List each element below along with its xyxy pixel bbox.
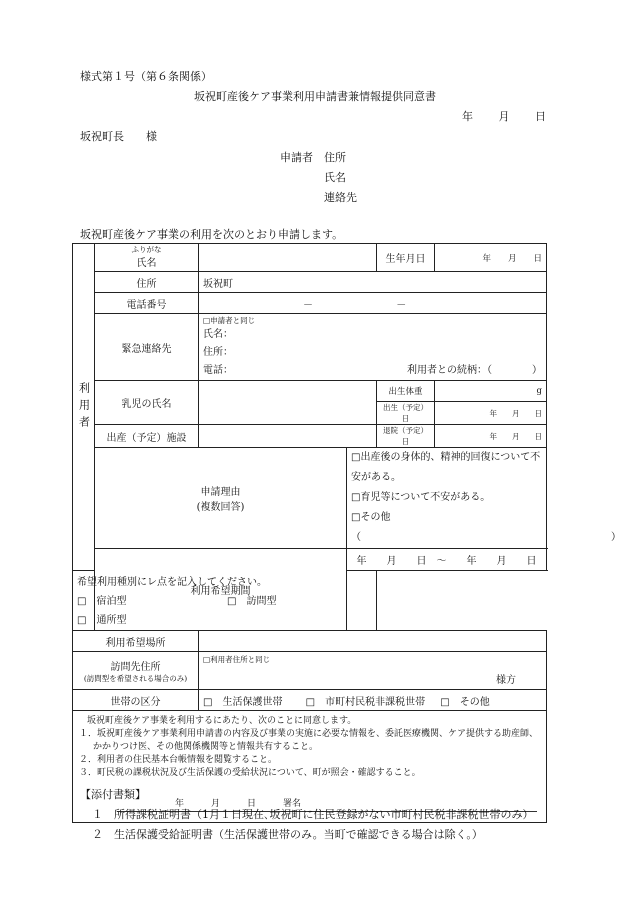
period-instruction: 希望利用種別にレ点を記入してください。 — [77, 577, 267, 588]
type-stay-checkbox[interactable]: □ 宿泊型 — [77, 596, 127, 607]
emergency-phone: 電話： — [203, 365, 233, 376]
phone-sep-2: － — [396, 299, 407, 311]
consent-item-2: ２．利用者の住民基本台帳情報を閲覧すること。 — [79, 755, 278, 765]
name-label-text: 氏名 — [136, 258, 157, 269]
date-year: 年 — [462, 110, 473, 123]
emergency-field[interactable] — [199, 314, 547, 381]
household-label: 世帯の区分 — [73, 690, 199, 711]
household-nontax-checkbox[interactable]: □ 市町村民税非課税世帯 — [305, 696, 426, 708]
consent-item-3: ３．町民税の課税状況及び生活保護の受給状況について、町が照会・確認すること。 — [79, 768, 421, 778]
emergency-name: 氏名： — [203, 329, 233, 340]
name-ruby: ふりがな — [131, 245, 162, 254]
household-options[interactable] — [199, 690, 547, 711]
emergency-relation: 利用者との続柄：（ ） — [407, 365, 542, 376]
period-label: 利用希望期間 — [95, 549, 347, 631]
visit-label — [73, 652, 199, 690]
user-phone-label: 電話番号 — [95, 293, 199, 314]
reason-option-other[interactable]: □その他（ ） — [351, 512, 621, 543]
addressee: 坂祝町長 様 — [80, 130, 157, 143]
consent-item-1: １．坂祝町産後ケア事業利用申請書の内容及び事業の実施に必要な情報を、委託医療機関、ケア提供する助産師、かかりつけ医、その他関係機関等と情報共有すること。 — [79, 729, 539, 752]
facility-field[interactable] — [199, 425, 377, 448]
application-table — [72, 243, 621, 823]
user-name-label — [95, 244, 199, 272]
applicant-contact-label[interactable]: 連絡先 — [324, 191, 357, 204]
birth-weight-label: 出生体重 — [377, 381, 435, 402]
attachment-item-2: ２ 生活保護受給証明書（生活保護世帯のみ。当町で確認できる場合は除く。） — [92, 828, 483, 841]
infant-name-field[interactable] — [199, 381, 377, 425]
discharge-label: 退院（予定）日 — [377, 425, 435, 448]
visit-same-checkbox[interactable]: □利用者住所と同じ — [203, 655, 271, 664]
user-phone-field[interactable] — [199, 293, 547, 314]
reason-label — [95, 448, 347, 549]
phone-sep-1: － — [303, 299, 313, 311]
applicant-role: 申請者 — [280, 151, 313, 164]
user-side-label: 利用者 — [73, 244, 95, 571]
reason-option-childcare[interactable]: □育児等について不安がある。 — [351, 492, 491, 503]
applicant-address-label[interactable]: 住所 — [324, 151, 346, 164]
birth-date-label: 出生（予定）日 — [377, 402, 435, 425]
applicant-block — [280, 148, 357, 208]
type-visit-checkbox[interactable]: □ 訪問型 — [227, 596, 277, 607]
birthdate-field[interactable]: 年 月 日 — [435, 244, 547, 272]
reason-option-physical[interactable]: □出産後の身体的、精神的回復について不安がある。 — [351, 452, 541, 483]
form-number: 様式第１号（第６条関係） — [80, 70, 212, 83]
visit-field[interactable] — [199, 652, 547, 690]
intro-text: 坂祝町産後ケア事業の利用を次のとおり申請します。 — [80, 228, 344, 241]
reason-options[interactable] — [347, 448, 621, 549]
visit-label-sub: (訪問型を希望される場合のみ) — [83, 673, 188, 683]
applicant-name-label[interactable]: 氏名 — [324, 171, 346, 184]
reason-label-sub: (複数回答) — [196, 502, 245, 513]
submission-date[interactable] — [440, 108, 546, 124]
attachment-item-1: １ 所得課税証明書（1月１日現在､坂祝町に住民登録がない市町村民税非課税世帯のみ） — [92, 808, 534, 821]
facility-label: 出産（予定）施設 — [95, 425, 199, 448]
birthdate-label: 生年月日 — [377, 244, 435, 272]
visit-label-text: 訪問先住所 — [110, 661, 161, 673]
date-month: 月 — [498, 110, 510, 123]
user-name-field[interactable] — [199, 244, 377, 272]
place-field[interactable] — [199, 631, 547, 652]
visit-suffix: 様方 — [496, 675, 516, 686]
emergency-same-checkbox[interactable]: □申請者と同じ — [203, 316, 256, 325]
birth-date-field[interactable]: 年 月 日 — [435, 402, 547, 425]
user-address-label: 住所 — [95, 272, 199, 293]
period-types[interactable] — [73, 571, 377, 631]
user-address-field[interactable]: 坂祝町 — [199, 272, 547, 293]
household-other-checkbox[interactable]: □ その他 — [440, 696, 490, 708]
birth-weight-field[interactable]: g — [435, 381, 547, 402]
signature-label: 年 月 日 署名 — [175, 799, 302, 809]
household-welfare-checkbox[interactable]: □ 生活保護世帯 — [203, 696, 283, 708]
date-day: 日 — [535, 110, 546, 123]
emergency-address: 住所： — [203, 347, 233, 358]
reason-label-text: 申請理由 — [200, 487, 241, 498]
discharge-field[interactable]: 年 月 日 — [435, 425, 547, 448]
consent-lead: 坂祝町産後ケア事業を利用するにあたり、次のことに同意します。 — [87, 716, 357, 726]
form-title: 坂祝町産後ケア事業利用申請書兼情報提供同意書 — [194, 90, 436, 103]
place-label: 利用希望場所 — [73, 631, 199, 652]
type-daycare-checkbox[interactable]: □ 通所型 — [77, 615, 127, 626]
infant-name-label: 乳児の氏名 — [95, 381, 199, 425]
attachments-heading: 【添付書類】 — [80, 788, 146, 801]
emergency-label: 緊急連絡先 — [95, 314, 199, 381]
period-range-field[interactable]: 年 月 日 ～ 年 月 日 — [347, 549, 547, 571]
